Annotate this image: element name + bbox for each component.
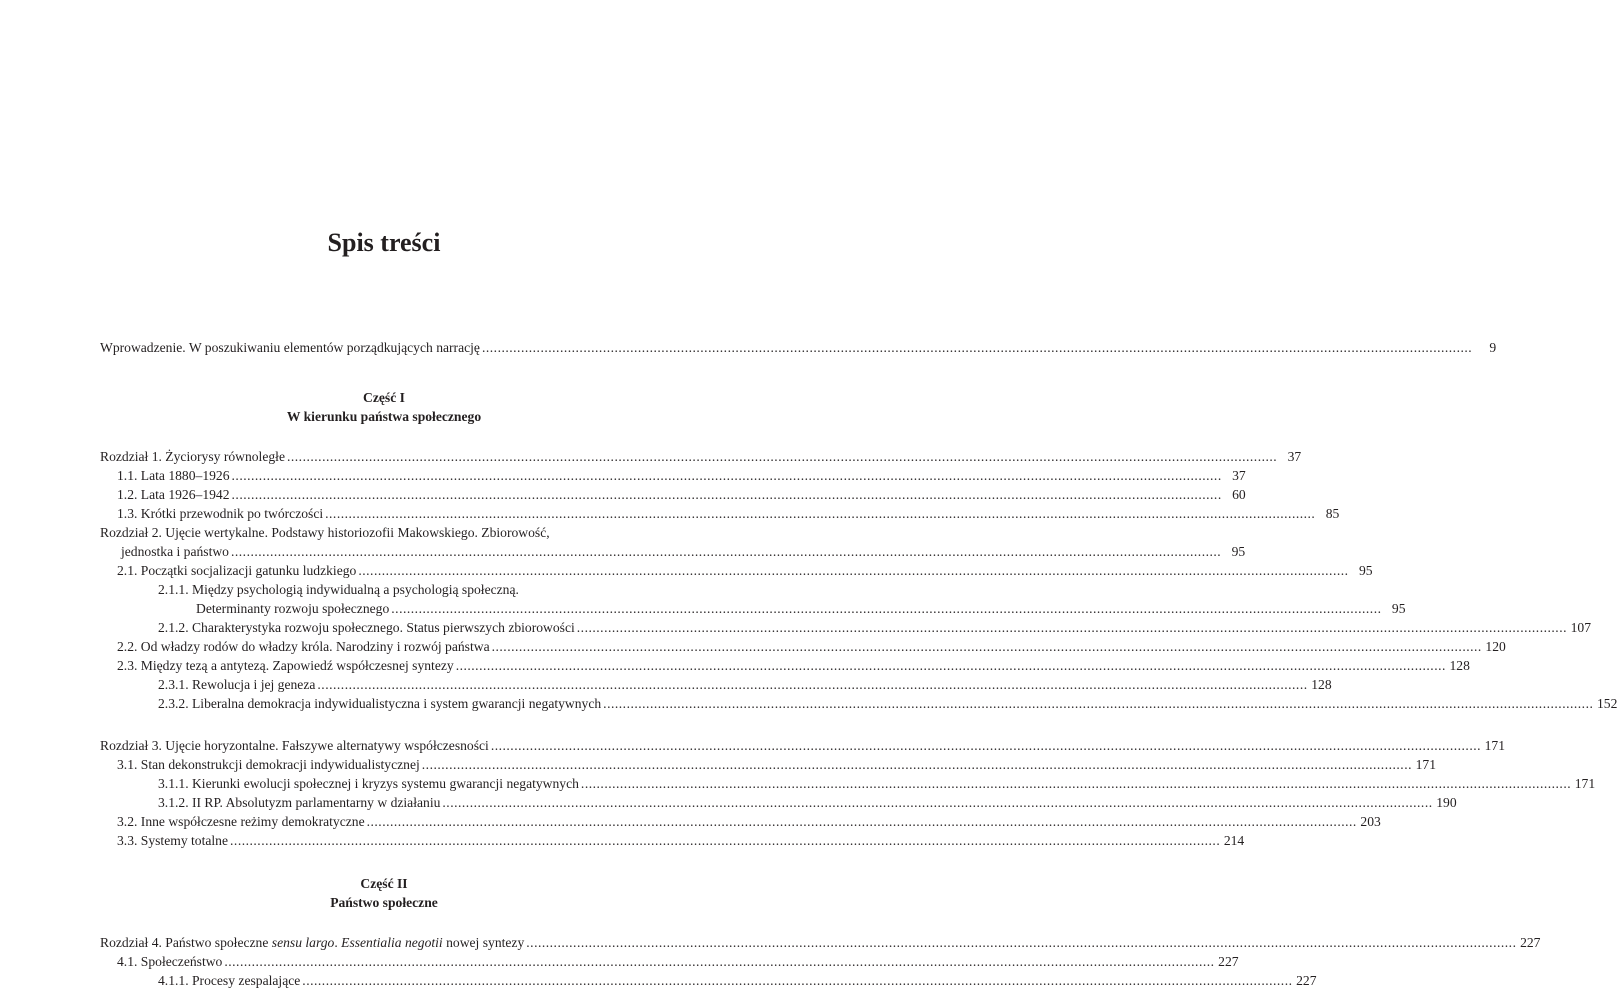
leader-dots <box>391 599 1381 619</box>
leader-dots <box>317 675 1307 695</box>
toc-entry-page: 107 <box>1570 620 1591 635</box>
toc-entry-page: 203 <box>1360 814 1381 829</box>
toc-entry-text: Rozdział 3. Ujęcie horyzontalne. Fałszywe alternatywy współczesności <box>100 738 489 753</box>
toc-entry-page: 9 <box>1489 340 1497 355</box>
toc-entry-page: 128 <box>1449 658 1470 673</box>
toc-entry <box>100 736 1506 756</box>
toc-entry <box>158 580 667 600</box>
leader-dots <box>230 831 1220 851</box>
toc-entry-text: jednostka i państwo <box>121 544 229 559</box>
leader-dots <box>231 542 1221 562</box>
toc-entry <box>117 812 1381 832</box>
toc-entry-text: 2.3.1. Rewolucja i jej geneza <box>158 677 316 692</box>
toc-entry-text: 3.1.2. II RP. Absolutyzm parlamentarny w działaniu <box>158 795 441 810</box>
toc-entry <box>117 755 1436 775</box>
leader-dots <box>358 561 1348 581</box>
toc-entry-text: 3.3. Systemy totalne <box>117 833 229 848</box>
toc-entry-text: Determinanty rozwoju społecznego <box>196 601 390 616</box>
toc-entry-page: 60 <box>1232 487 1246 502</box>
toc-entry <box>196 599 1406 619</box>
toc-entry <box>117 561 1373 581</box>
toc-entry-text: 3.2. Inne współczesne reżimy demokratyczne <box>117 814 365 829</box>
toc-entry-text: Rozdział 2. Ujęcie wertykalne. Podstawy historiozofii Makowskiego. Zbiorowość, <box>100 525 550 540</box>
toc-entry <box>117 485 1246 505</box>
toc-entry-text: 3.1. Stan dekonstrukcji demokracji indywidualistycznej <box>117 757 420 772</box>
part-label: Część I <box>363 390 405 405</box>
toc-entry-page: 85 <box>1325 506 1340 521</box>
leader-dots <box>367 812 1357 832</box>
leader-dots <box>577 618 1567 638</box>
leader-dots <box>581 774 1571 794</box>
leader-dots <box>232 485 1222 505</box>
toc-entry-text: 4.1. Społeczeństwo <box>117 954 223 969</box>
leader-dots <box>491 736 1481 756</box>
toc-entry <box>121 542 1246 562</box>
toc-entry <box>117 504 1340 524</box>
toc-entry-page: 95 <box>1231 544 1246 559</box>
part-label: Część II <box>360 876 408 891</box>
toc-entry-page: 190 <box>1436 795 1457 810</box>
toc-entry <box>100 523 667 543</box>
toc-entry <box>158 971 1317 991</box>
toc-entry-page: 37 <box>1287 449 1302 464</box>
toc-entry <box>158 675 1332 695</box>
leader-dots <box>603 694 1593 714</box>
toc-entry-page: 227 <box>1520 935 1541 950</box>
toc-entry-text: 1.3. Krótki przewodnik po twórczości <box>117 506 324 521</box>
toc-entry <box>158 989 667 994</box>
toc-entry-text: 2.2. Od władzy rodów do władzy króla. Narodziny i rozwój państwa <box>117 639 490 654</box>
leader-dots <box>442 793 1432 813</box>
toc-entry-text: 3.1.1. Kierunki ewolucji społecznej i kryzys systemu gwarancji negatywnych <box>158 776 579 791</box>
toc-entry-text: 1.1. Lata 1880–1926 <box>117 468 230 483</box>
toc-entry-page: 95 <box>1391 601 1406 616</box>
toc-entry-page: 171 <box>1574 776 1596 791</box>
toc-entry-page: 171 <box>1484 738 1506 753</box>
toc-entry-text: 2.1.1. Między psychologią indywidualną a psychologią społeczną. <box>158 582 519 597</box>
toc-entry <box>158 618 1591 638</box>
toc-entry-page: 120 <box>1485 639 1506 654</box>
toc-entry-page: 152 <box>1596 696 1617 711</box>
toc-entry-intro <box>100 338 1497 358</box>
toc-entry-text: 4.1.1. Procesy zespalające <box>158 973 301 988</box>
leader-dots <box>302 971 1292 991</box>
toc-entry <box>117 831 1245 851</box>
toc-entry-page: 227 <box>1296 973 1317 988</box>
leader-dots <box>325 504 1315 524</box>
toc-entry <box>158 793 1457 813</box>
leader-dots <box>526 933 1516 953</box>
toc-entry-text: Wprowadzenie. W poszukiwaniu elementów porządkujących narrację <box>100 340 480 355</box>
toc-entry-text: 1.2. Lata 1926–1942 <box>117 487 230 502</box>
part-name: Państwo społeczne <box>330 895 438 910</box>
toc-entry <box>117 637 1506 657</box>
toc-entry <box>158 694 1617 714</box>
toc-entry-text: Rozdział 1. Życiorysy równoległe <box>100 449 285 464</box>
leader-dots <box>232 466 1222 486</box>
toc-entry-page: 95 <box>1358 563 1373 578</box>
toc-entry-text: 2.3. Między tezą a antytezą. Zapowiedź współczesnej syntezy <box>117 658 454 673</box>
toc-entry-page: 128 <box>1311 677 1332 692</box>
toc-entry <box>100 447 1302 467</box>
toc-entry <box>117 466 1246 486</box>
toc-entry-text: 2.1. Początki socjalizacji gatunku ludzkiego <box>117 563 357 578</box>
toc-entry-page: 171 <box>1415 757 1436 772</box>
toc-entry <box>100 933 1541 953</box>
part-name: W kierunku państwa społecznego <box>286 409 482 424</box>
leader-dots <box>287 447 1277 467</box>
toc-entry <box>117 952 1239 972</box>
leader-dots <box>492 637 1482 657</box>
leader-dots <box>456 656 1446 676</box>
toc-entry-text: 2.1.2. Charakterystyka rozwoju społecznego. Status pierwszych zbiorowości <box>158 620 575 635</box>
toc-entry-page: 214 <box>1223 833 1245 848</box>
toc-entry-text: Rozdział 4. Państwo społeczne sensu largo. Essentialia negotii nowej syntezy <box>100 935 525 950</box>
leader-dots <box>224 952 1214 972</box>
page-title: Spis treści <box>327 228 441 257</box>
leader-dots <box>482 338 1472 358</box>
leader-dots <box>422 755 1412 775</box>
toc-entry-page: 37 <box>1232 468 1246 483</box>
toc-entry <box>117 656 1470 676</box>
toc-entry-page: 227 <box>1218 954 1239 969</box>
toc-entry <box>158 774 1596 794</box>
toc-entry-text: 2.3.2. Liberalna demokracja indywidualistyczna i system gwarancji negatywnych <box>158 696 602 711</box>
